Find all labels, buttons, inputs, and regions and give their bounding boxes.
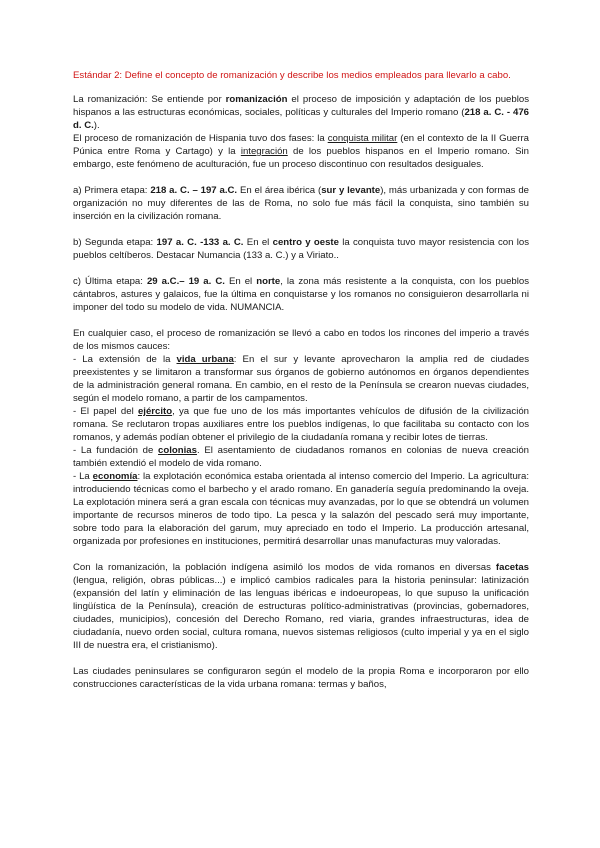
document-page [73,69,529,691]
stage-b-paragraph: b) Segunda etapa: 197 a. C. -133 a. C. En el centro y oeste la conquista tuvo mayor resistencia con los pueblos celtíberos. Destacar Numancia (133 a. C.) y a Viriato.. [73,237,529,261]
stage-c-paragraph: c) Última etapa: 29 a.C.– 19 a. C. En el norte, la zona más resistente a la conquista, con los pueblos cántabros, astures y galaicos, fue la última en conquistarse y los romanos no consiguieron desarrollarla ni imponer del todo su modelo de vida. NUMANCIA. [73,276,530,313]
conclusion-paragraph-facets: Con la romanización, la población indígena asimiló los modos de vida romanos en diversas facetas (lengua, religión, obras públicas...) e implicó cambios radicales para la historia peninsular: latinización (expansión del latín y eliminación de las lenguas ibéricas e indoeuropeas, lo que supuso la unificación lingüística de la Península), creación de estructuras político-administrativas (provincias, gobernadores, ciudades, municipios), concesión del Derecho Romano, red viaria, grandes infraestructuras, idea de ciudadanía, nuevo orden social, cultura romana, nuevos sistemas religiosos (culto imperial y ya en el siglo III de nuestra era, el cristianismo). [73,562,529,651]
means-urban-life: - La extensión de la vida urbana: En el sur y levante aprovecharon la amplia red de ciudades preexistentes y se limitaron a transformar sus órganos de gobierno autónomos en órganos dependientes de la administración general romana. En cambio, en el resto de la Península se crearon nuevas ciudades, según el modelo romano, a partir de los campamentos. [73,354,530,404]
standard-title: Estándar 2: Define el concepto de romanización y describe los medios empleados para llevarlo a cabo. [73,70,511,81]
means-colonies: - La fundación de colonias. El asentamiento de ciudadanos romanos en colonias de nueva creación también extendió el modelo de vida romano. [73,445,530,469]
means-lead-paragraph: En cualquier caso, el proceso de romanización se llevó a cabo en todos los rincones del imperio a través de los mismos cauces: [73,328,529,352]
conclusion-paragraph-cities: Las ciudades peninsulares se configuraron según el modelo de la propia Roma e incorporaron por ello construcciones características de la vida urbana romana: termas y baños, [73,666,529,690]
stage-a-paragraph: a) Primera etapa: 218 a. C. – 197 a.C. En el área ibérica (sur y levante), más urbanizada y con formas de organización no muy diferentes de las de Roma, no solo fue más fácil la conquista, sino también su inserción en la civilización romana. [73,185,529,222]
intro-paragraph-definition: La romanización: Se entiende por romanización el proceso de imposición y adaptación de los pueblos hispanos a las estructuras económicas, sociales, políticas y culturales del Imperio romano (218 a. C. - 476 d. C.). [73,94,529,131]
means-army: - El papel del ejército, ya que fue uno de los más importantes vehículos de difusión de la civilización romana. Se reclutaron tropas auxiliares entre los pueblos indígenas, lo que facilitaba su contacto con los romanos, y además podían obtener el privilegio de la ciudadanía romana y recibir lotes de tierras. [73,406,529,443]
intro-paragraph-phases: El proceso de romanización de Hispania tuvo dos fases: la conquista militar (en el contexto de la II Guerra Púnica entre Roma y Cartago) y la integración de los pueblos hispanos en el Imperio romano. Sin embargo, este fenómeno de aculturación, fue un proceso discontinuo con resultados desiguales. [73,133,530,170]
means-economy: - La economía: la explotación económica estaba orientada al intenso comercio del Imperio. La agricultura: introduciendo técnicas como el barbecho y el arado romano. En ganadería seguía predominando la oveja. La explotación minera será a gran escala con técnicas muy avanzadas, por lo que se obtendrá un volumen importante de recursos mineros de todo tipo. La pesca y la salazón del pescado será muy importante, sobre todo para la elaboración del garum, muy apreciado en todo el Imperio. La producción artesanal, organizada por profesiones en instituciones, permitirá desarrollar unas manufacturas muy valoradas. [73,471,529,547]
